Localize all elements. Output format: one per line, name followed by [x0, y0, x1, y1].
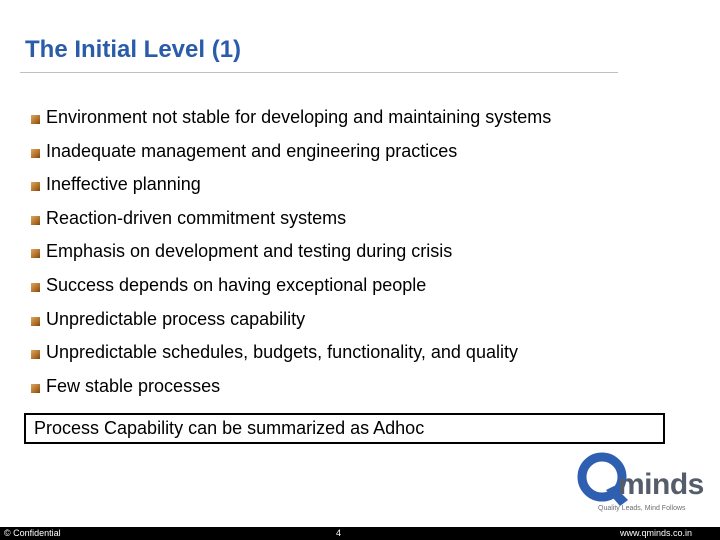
- bullet-item: [30, 207, 551, 241]
- bullet-text: Emphasis on development and testing during crisis: [46, 241, 453, 262]
- bullet-text: Inadequate management and engineering practices: [46, 140, 458, 161]
- bullet-item: [30, 308, 551, 342]
- slide-title: The Initial Level (1): [25, 36, 242, 63]
- summary-box: Process Capability can be summarized as Adhoc: [24, 413, 665, 444]
- bullet-square-icon: [31, 317, 40, 326]
- bullet-text: Reaction-driven commitment systems: [46, 207, 347, 228]
- footer-website: www.qminds.co.in: [619, 528, 692, 538]
- bullet-item: [30, 173, 551, 207]
- bullet-item: [30, 106, 551, 140]
- bullet-square-icon: [31, 384, 40, 393]
- bullet-square-icon: [31, 249, 40, 258]
- footer-bar: [0, 527, 720, 540]
- bullet-item: [30, 274, 551, 308]
- logo-tagline: Quality Leads, Mind Follows: [598, 505, 686, 512]
- bullet-square-icon: [31, 115, 40, 124]
- bullet-text: Environment not stable for developing and maintaining systems: [46, 107, 552, 127]
- qminds-logo: [576, 450, 704, 520]
- bullet-list: [30, 106, 551, 408]
- bullet-square-icon: [31, 216, 40, 225]
- bullet-text: Unpredictable schedules, budgets, functionality, and quality: [46, 342, 518, 363]
- bullet-text: Few stable processes: [46, 375, 221, 396]
- bullet-text: Ineffective planning: [46, 174, 201, 195]
- bullet-square-icon: [31, 283, 40, 292]
- bullet-item: [30, 140, 551, 174]
- footer-page-number: 4: [336, 528, 342, 538]
- bullet-square-icon: [31, 149, 40, 158]
- logo-wordmark: minds: [618, 468, 704, 501]
- footer-confidential: © Confidential: [4, 528, 61, 538]
- bullet-square-icon: [31, 182, 40, 191]
- bullet-item: [30, 375, 551, 409]
- bullet-text: Unpredictable process capability: [46, 308, 306, 329]
- bullet-square-icon: [31, 350, 40, 359]
- bullet-item: [30, 341, 551, 375]
- bullet-item: [30, 240, 551, 274]
- title-divider: [20, 72, 618, 73]
- bullet-text: Success depends on having exceptional people: [46, 274, 427, 295]
